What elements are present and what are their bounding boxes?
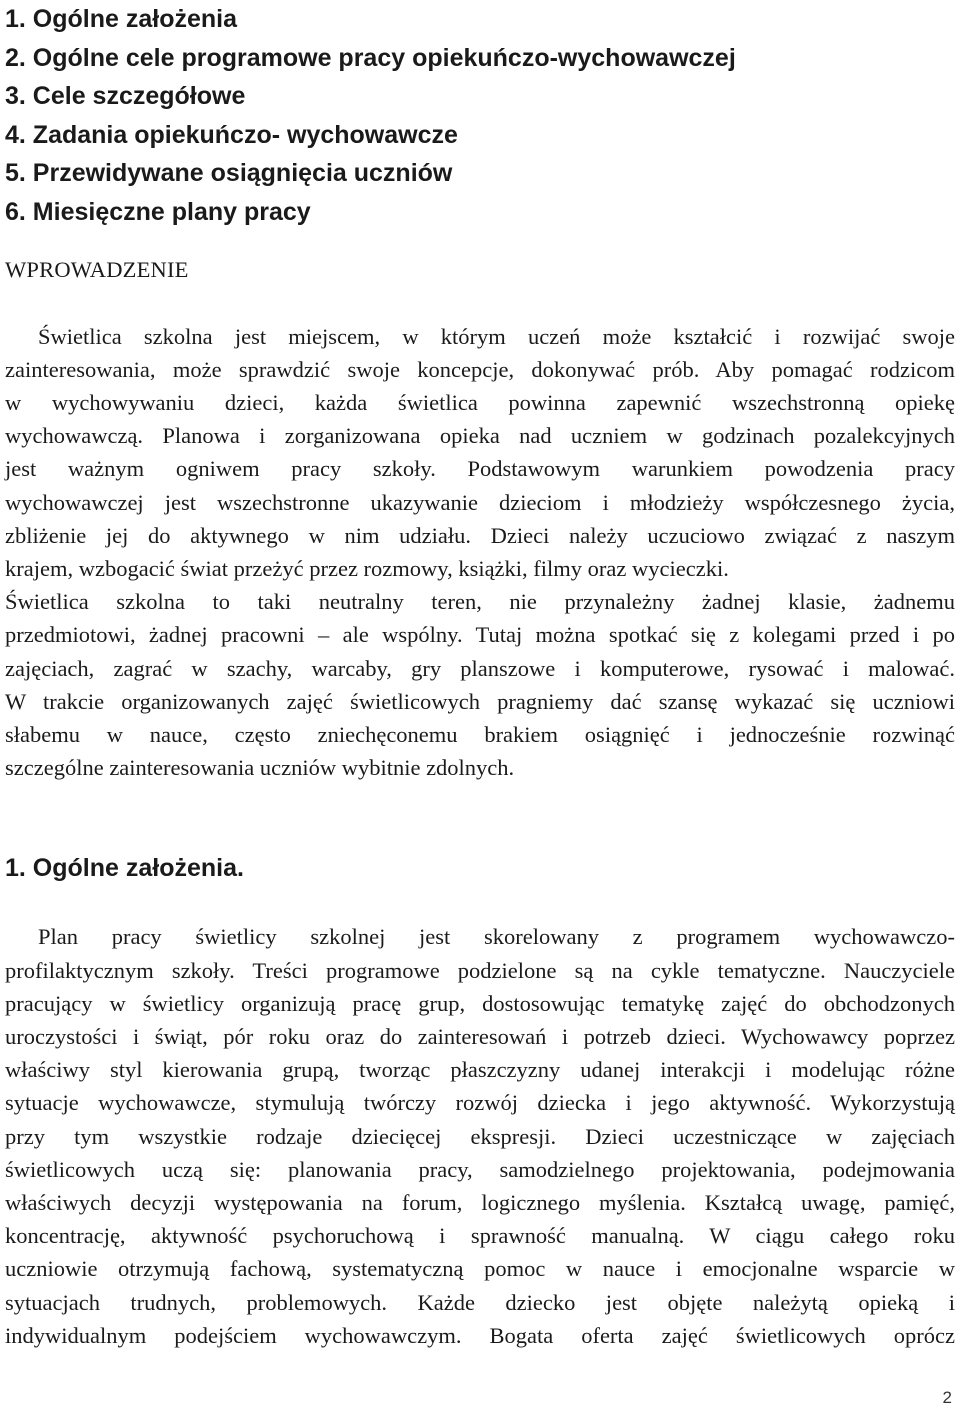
paragraph-line: sytuacjach trudnych, problemowych. Każde dziecko jest objęte należytą opieką i [5,1289,955,1315]
intro-heading: WPROWADZENIE [5,256,189,282]
paragraph-line: zainteresowania, może sprawdzić swoje koncepcje, dokonywać prób. Aby pomagać rodzicom [5,356,955,382]
paragraph-line: indywidualnym podejściem wychowawczym. Bogata oferta zajęć świetlicowych oprócz [5,1322,955,1348]
paragraph-line: uczniowie otrzymują fachową, systematyczną pomoc w nauce i emocjonalne wsparcie w [5,1256,955,1282]
paragraph-line: Plan pracy świetlicy szkolnej jest skorelowany z programem wychowawczo- [38,924,955,950]
table-of-contents [5,0,955,232]
paragraph-line: zbliżenie jej do aktywnego w nim udziału. Dzieci należy uczuciowo związać z naszym [5,522,955,548]
paragraph-line: profilaktycznym szkoły. Treści programowe podzielone są na cykle tematyczne. Nauczyciele [5,957,955,983]
paragraph-line: koncentrację, aktywność psychoruchową i sprawność manualną. W ciągu całego roku [5,1223,955,1249]
paragraph-line: szczególne zainteresowania uczniów wybitnie zdolnych. [5,755,515,781]
paragraph-line: zajęciach, zagrać w szachy, warcaby, gry planszowe i komputerowe, rysować i malować. [5,655,955,681]
paragraph-line: sytuacje wychowawcze, stymulują twórczy rozwój dziecka i jego aktywność. Wykorzystują [5,1090,955,1116]
toc-item: 4. Zadania opiekuńczo- wychowawcze [5,120,458,149]
paragraph-line: Świetlica szkolna jest miejscem, w którym uczeń może kształcić i rozwijać swoje [38,323,955,349]
intro-paragraph [5,320,955,785]
paragraph-line: pracujący w świetlicy organizują pracę grup, dostosowując tematykę zajęć do obchodzonych [5,990,955,1016]
toc-item: 1. Ogólne założenia [5,5,237,33]
toc-item: 3. Cele szczegółowe [5,82,246,111]
paragraph-line: wychowawczą. Planowa i zorganizowana opieka nad uczniem w godzinach pozalekcyjnych [5,423,955,449]
paragraph-line: przedmiotowi, żadnej pracowni – ale wspólny. Tutaj można spotkać się z kolegami przed i po [5,622,955,648]
paragraph-line: właściwy styl kierowania grupą, tworząc płaszczyzny udanej interakcji i modelując różne [5,1057,955,1083]
paragraph-line: w wychowywaniu dzieci, każda świetlica powinna zapewnić wszechstronną opiekę [5,389,955,415]
toc-item: 2. Ogólne cele programowe pracy opiekuńczo-wychowawczej [5,43,736,72]
paragraph-line: uroczystości i świąt, pór roku oraz do zainteresowań i potrzeb dzieci. Wychowawcy poprzez [5,1024,955,1050]
paragraph-line: jest ważnym ogniwem pracy szkoły. Podstawowym warunkiem powodzenia pracy [5,456,955,482]
paragraph-line: krajem, wzbogacić świat przeżyć przez rozmowy, książki, filmy oraz wycieczki. [5,555,729,581]
paragraph-line: słabemu w nauce, często zniechęconemu brakiem osiągnięć i jednocześnie rozwinąć [5,722,955,747]
toc-item: 5. Przewidywane osiągnięcia uczniów [5,159,453,188]
paragraph-line: świetlicowych uczą się: planowania pracy, samodzielnego projektowania, podejmowania [5,1156,955,1182]
section-paragraph [5,920,955,1352]
page-number: 2 [942,1388,952,1407]
section-heading: 1. Ogólne założenia. [5,854,244,883]
paragraph-line: W trakcie organizowanych zajęć świetlicowych pragniemy dać szansę wykazać się uczniowi [5,688,955,714]
paragraph-line: przy tym wszystkie rodzaje dziecięcej ekspresji. Dzieci uczestniczące w zajęciach [5,1123,955,1149]
document-page [5,0,955,1352]
paragraph-line: właściwych decyzji występowania na forum, logicznego myślenia. Kształcą uwagę, pamięć, [5,1190,955,1216]
toc-item: 6. Miesięczne plany pracy [5,197,311,226]
paragraph-line: Świetlica szkolna to taki neutralny teren, nie przynależny żadnej klasie, żadnemu [5,589,955,615]
paragraph-line: wychowawczej jest wszechstronne ukazywanie dzieciom i młodzieży współczesnego życia, [5,489,955,515]
